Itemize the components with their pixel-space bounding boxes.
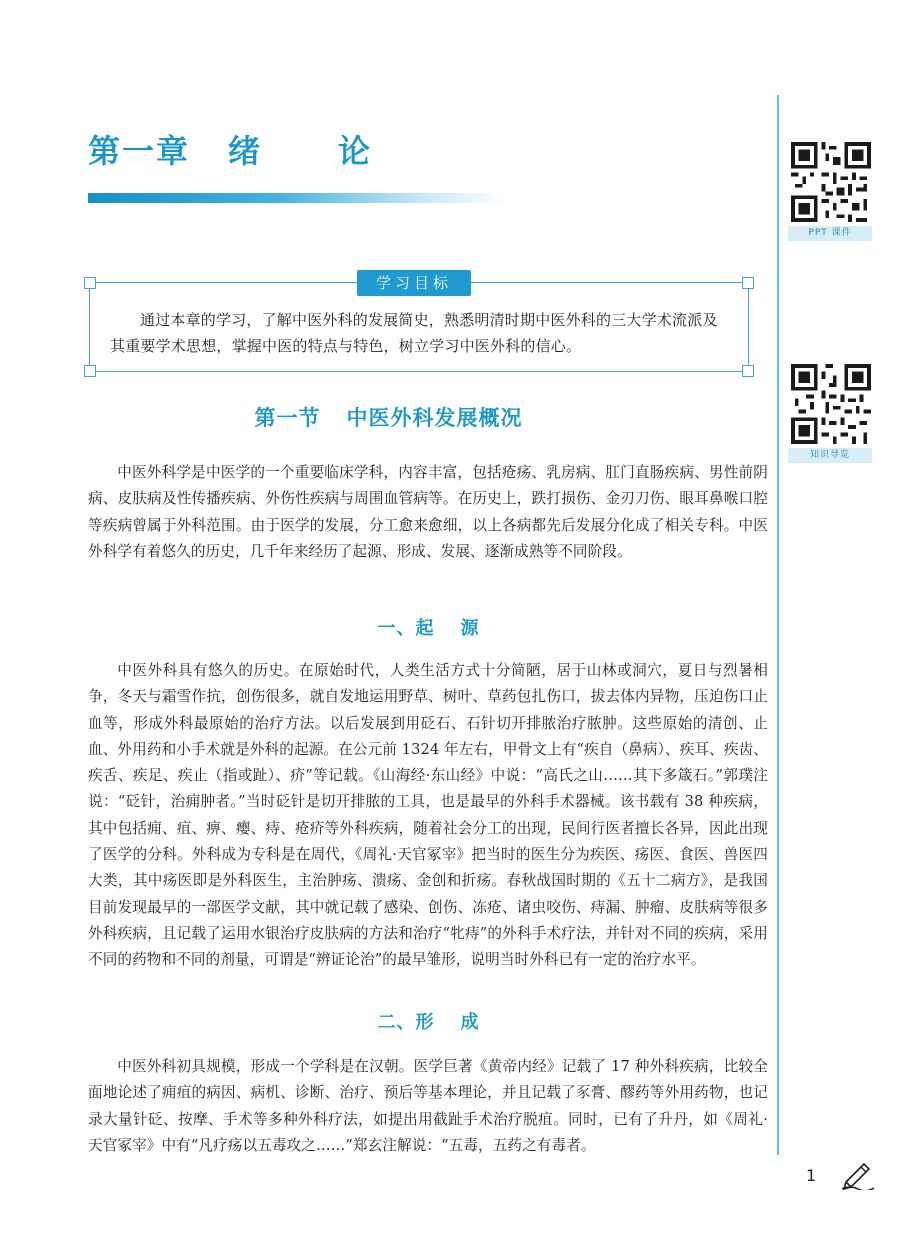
- pen-icon: [838, 1158, 878, 1190]
- qr-block-ppt[interactable]: [788, 142, 872, 241]
- subsection-origin-paragraph: 中医外科具有悠久的历史。在原始时代，人类生活方式十分简陋，居于山林或洞穴，夏日与烈暑相争，冬天与霜雪作抗，创伤很多，就自发地运用野草、树叶、草药包扎伤口，拔去体内异物，压迫伤口止血等，形成外科最原始的治疗方法。以后发展到用砭石、石针切开排脓治疗脓肿。这些原始的清创、止血、外用药和小手术就是外科的起源。在公元前 1324 年左右，甲骨文上有“疾自（鼻病）、疾耳、疾齿、疾舌、疾足、疾止（指或趾）、疥”等记载。《山海经·东山经》中说：“高氏之山……其下多箴石。”郭璞注说：“砭针，治痈肿者。”当时砭针是切开排脓的工具，也是最早的外科手术器械。该书载有 38 种疾病，其中包括痈、疽、痹、瘿、痔、疮疥等外科疾病，随着社会分工的出现，民间行医者擅长各异，因此出现了医学的分科。外科成为专科是在周代，《周礼·天官冢宰》把当时的医生分为疾医、疡医、食医、兽医四大类，其中疡医即是外科医生，主治肿疡、溃疡、金创和折疡。春秋战国时期的《五十二病方》，是我国目前发现最早的一部医学文献，其中就记载了感染、创伤、冻疮、诸虫咬伤、痔漏、肿瘤、皮肤病等很多外科疾病，且记载了运用水银治疗皮肤病的方法和治疗“牝痔”的外科手术疗法，并针对不同的疾病，采用不同的药物和不同的剂量，可谓是“辨证论治”的最早雏形，说明当时外科已有一定的治疗水平。: [88, 662, 768, 969]
- qr-code-icon[interactable]: [791, 142, 871, 222]
- subsection-label-b: 源: [460, 618, 480, 639]
- chapter-title-part1: 绪: [228, 132, 263, 170]
- page-number: 1: [806, 1166, 817, 1185]
- box-corner-ornament: [84, 365, 96, 377]
- chapter-title: [88, 126, 372, 172]
- section-title: [0, 402, 777, 432]
- chapter-number: 第一章: [88, 132, 191, 170]
- learning-goals-text: 通过本章的学习，了解中医外科的发展简史，熟悉明清时期中医外科的三大学术流派及其重要学术思想，掌握中医的特点与特色，树立学习中医外科的信心。: [110, 311, 718, 355]
- qr-caption-knowledge: 知识导览: [788, 448, 872, 463]
- chapter-title-part2: 论: [338, 132, 373, 170]
- subsection-formation-paragraph: 中医外科初具规模，形成一个学科是在汉朝。医学巨著《黄帝内经》记载了 17 种外科疾病，比较全面地论述了痈疽的病因、病机、诊断、治疗、预后等基本理论，并且记载了豕膏、醪药等外用药物，也记录大量针砭、按摩、手术等多种外科疗法，如提出用截趾手术治疗脱疽。同时，已有了升丹，如《周礼·天官冢宰》中有“凡疗疡以五毒攻之……”郑玄注解说：“五毒，五药之有毒者。: [88, 1058, 768, 1154]
- title-underline-bar: [88, 193, 508, 203]
- subsection-label-a: 一、起: [377, 618, 435, 639]
- section-number: 第一节: [254, 406, 321, 430]
- box-corner-ornament: [742, 277, 754, 289]
- qr-caption-ppt: PPT 课件: [788, 226, 872, 241]
- subsection-label-b: 成: [460, 1012, 480, 1033]
- qr-block-knowledge[interactable]: [788, 364, 872, 463]
- subsection-title-origin: [0, 614, 857, 640]
- section-intro-paragraph: 中医外科学是中医学的一个重要临床学科，内容丰富，包括疮疡、乳房病、肛门直肠疾病、男性前阴病、皮肤病及性传播疾病、外伤性疾病与周围血管病等。在历史上，跌打损伤、金刃刀伤、眼耳鼻喉口腔等疾病曾属于外科范围。由于医学的发展，分工愈来愈细，以上各病都先后发展分化成了相关专科。中医外科学有着悠久的历史，几千年来经历了起源、形成、发展、逐渐成熟等不同阶段。: [88, 464, 768, 560]
- section-title-text: 中医外科发展概况: [346, 406, 523, 430]
- box-corner-ornament: [742, 365, 754, 377]
- subsection-title-formation: [0, 1008, 857, 1034]
- learning-goals-badge: 学习目标: [357, 270, 471, 296]
- subsection-label-a: 二、形: [377, 1012, 435, 1033]
- box-corner-ornament: [84, 277, 96, 289]
- qr-code-icon[interactable]: [791, 364, 871, 444]
